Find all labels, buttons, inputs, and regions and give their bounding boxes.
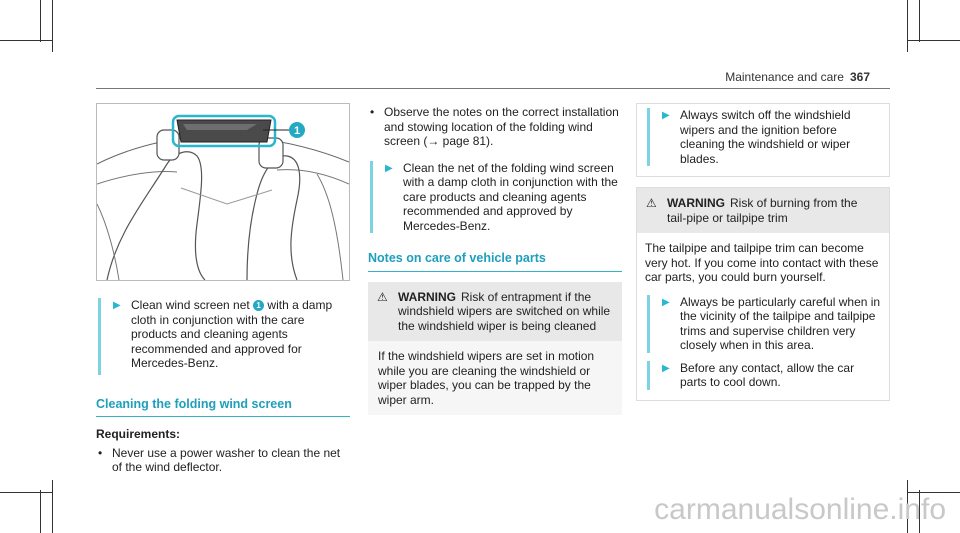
step-text: Always switch off the windshield wipers and the ignition before cleaning the windshield or wiper blades. [680, 108, 851, 166]
warning-box [636, 187, 890, 401]
step-arrow-icon: ▶ [385, 162, 393, 174]
header-rule [96, 88, 890, 89]
step-arrow-icon: ▶ [662, 110, 670, 121]
section-heading: Cleaning the folding wind screen [96, 397, 350, 418]
instruction-step [647, 108, 881, 166]
warning-body: If the windshield wipers are set in motion while you are cleaning the windshield or wiper blades, you can be trapped by the wiper arm. [368, 341, 622, 415]
warning-title: Risk of burning from the tail-pipe or tailpipe trim [667, 196, 858, 225]
warning-label: WARNING [398, 289, 456, 304]
instruction-step [647, 295, 881, 353]
warning-header [368, 282, 622, 342]
bullet-text: Never use a power washer to clean the net of the wind deflector. [112, 445, 341, 474]
right-column [636, 103, 890, 401]
crop-mark [919, 0, 920, 42]
step-arrow-icon: ▶ [662, 362, 670, 374]
crop-mark [52, 0, 53, 52]
crop-mark [907, 0, 908, 52]
step-box [636, 103, 890, 177]
car-interior-drawing [97, 104, 349, 280]
crop-mark [52, 480, 53, 533]
step-arrow-icon: ▶ [662, 296, 670, 308]
page-header [725, 70, 870, 84]
step-text: Before any contact, allow the car parts to cool down. [680, 360, 855, 389]
callout-number: 1 [293, 125, 301, 137]
bullet-icon: • [370, 105, 375, 119]
windscreen-net-illustration [96, 103, 350, 281]
instruction-step [370, 161, 622, 234]
warning-icon: ⚠ [646, 196, 657, 210]
bullet-icon: • [98, 445, 103, 460]
crop-mark [0, 40, 52, 41]
warning-icon: ⚠ [377, 289, 388, 304]
warning-box [368, 282, 622, 416]
left-column [96, 298, 350, 475]
bullet-item [368, 105, 622, 149]
warning-label: WARNING [667, 196, 725, 210]
requirements-label: Requirements: [96, 427, 181, 441]
watermark: carmanualsonline.info [654, 493, 946, 526]
step-text: Clean wind screen net [131, 298, 250, 312]
instruction-step [647, 361, 881, 390]
section-title: Maintenance and care [725, 70, 844, 84]
step-text: Clean the net of the folding wind screen with a damp cloth in conjunction with the care products and cleaning agents recommended and approved by Mercedes-Benz. [403, 160, 618, 233]
section-heading: Notes on care of vehicle parts [368, 251, 622, 272]
step-text: with a damp cloth in conjunction with the care products and cleaning agents recommended and approved for Mercedes-Benz. [131, 298, 333, 370]
page-number: 367 [849, 70, 870, 84]
crop-mark [908, 40, 960, 41]
crop-mark [0, 492, 52, 493]
middle-column [368, 105, 622, 415]
crop-mark [40, 0, 41, 42]
bullet-item [96, 446, 350, 475]
warning-title: Risk of entrapment if the windshield wipers are switched on while the windshield wiper is being cleaned [398, 289, 611, 333]
step-arrow-icon: ▶ [113, 300, 121, 311]
step-text: Always be particularly careful when in the vicinity of the tailpipe and tailpipe trims and supervise children very closely when in this area. [680, 294, 881, 352]
instruction-step [98, 298, 350, 375]
callout-number-badge: 1 [253, 300, 264, 311]
warning-body: The tailpipe and tailpipe trim can become very hot. If you come into contact with these car parts, you could burn yourself. [645, 241, 879, 284]
warning-content [637, 233, 889, 400]
warning-header [637, 188, 889, 233]
crop-mark [40, 490, 41, 533]
bullet-text: Observe the notes on the correct installation and stowing location of the folding wind screen (→ page 81). [384, 105, 619, 148]
